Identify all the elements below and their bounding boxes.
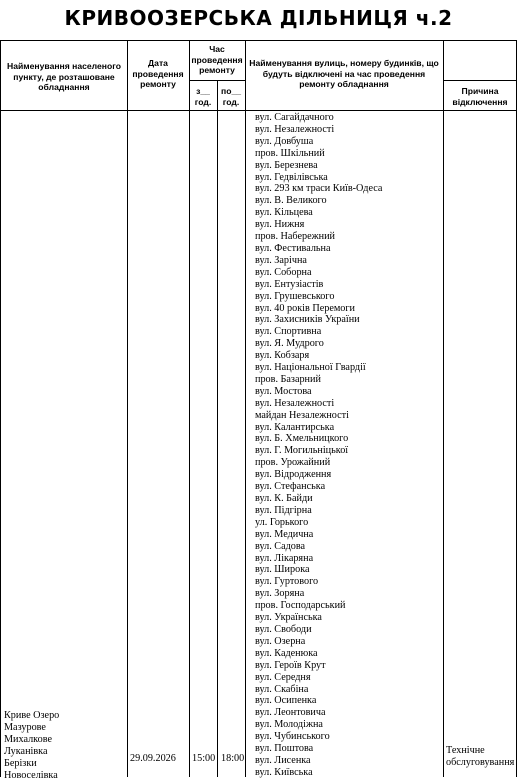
street-item: вул. Незалежності (255, 397, 335, 409)
street-item: ул. Горького (255, 516, 309, 528)
time-to: 18:00 (221, 753, 245, 764)
street-item: майдан Незалежності (255, 409, 349, 421)
street-item: вул. Відродження (255, 469, 332, 481)
street-item: вул. Садова (255, 540, 306, 552)
repair-date: 29.09.2026 (130, 753, 176, 764)
header-time: Час проведення ремонту (191, 44, 243, 75)
street-item: вул. Національної Гвардії (255, 362, 366, 374)
street-item: вул. Широка (255, 564, 310, 576)
street-item: вул. В. Великого (255, 195, 327, 207)
settlement-item: Мазурове (4, 722, 46, 733)
street-item: вул. Ентузіастів (255, 278, 324, 290)
street-item: вул. Зарічна (255, 254, 307, 266)
settlement-item: Луканівка (4, 746, 48, 757)
street-item: вул. Поштова (255, 743, 314, 755)
street-item: вул. Середня (255, 671, 311, 683)
street-item: вул. Осипенка (255, 695, 317, 707)
street-item: вул. Гуртового (255, 576, 319, 588)
street-item: пров. Шкільний (255, 147, 325, 159)
street-item: вул. 40 років Перемоги (255, 302, 356, 314)
street-item: вул. Кільцева (255, 207, 313, 219)
street-item: пров. Базарний (255, 373, 321, 385)
street-item: вул. Медична (255, 528, 314, 540)
street-item: пров. Урожайний (255, 457, 331, 469)
header-from: з__ год. (194, 86, 212, 107)
street-item: вул. К. Байди (255, 493, 313, 504)
street-item: вул. Молодіжна (255, 719, 323, 731)
streets-list (255, 112, 443, 779)
header-settlement: Найменування населеного пункту, де розташоване обладнання (7, 61, 121, 92)
street-item: вул. Стефанська (255, 481, 326, 493)
street-item: вул. Героїв Крут (255, 659, 326, 671)
street-item: вул. Зоряна (255, 588, 305, 600)
street-item: вул. Озерна (255, 635, 306, 647)
street-item: вул. Українська (255, 612, 322, 624)
street-item: вул. Скабіна (255, 683, 309, 695)
street-item: вул. Я. Мудрого (255, 338, 324, 350)
page-title: КРИВООЗЕРСЬКА ДІЛЬНИЦЯ ч.2 (64, 6, 453, 30)
header-reason: Причина відключення (452, 86, 508, 107)
street-item: вул. Б. Хмельницкого (255, 433, 349, 445)
street-item: пров. Господарський (255, 600, 346, 612)
settlements-list (4, 710, 124, 782)
street-item: вул. Лисенка (255, 754, 311, 766)
street-item: вул. Г. Могильніцької (255, 445, 349, 457)
street-item: вул. Захисників України (255, 314, 360, 326)
street-item: вул. Грушевського (255, 290, 335, 302)
street-item: вул. Фестивальна (255, 242, 331, 254)
header-streets: Найменування вулиць, номеру будинків, що будуть відключені на час проведення ремонту обладнання (249, 58, 439, 89)
street-item: вул. Підгірна (255, 504, 312, 516)
settlement-item: Криве Озеро (4, 710, 60, 721)
street-item: вул. Мостова (255, 385, 312, 397)
time-from: 15:00 (192, 753, 216, 764)
street-item: вул. 293 км траси Київ-Одеса (255, 183, 383, 195)
settlement-item: Берізки (4, 758, 37, 769)
header-date: Дата проведення ремонту (132, 58, 184, 89)
street-item: вул. Лікаряна (255, 552, 314, 564)
street-item: вул. Калантирська (255, 421, 335, 433)
street-item: пров. Набережний (255, 231, 336, 243)
header-to: по__ год. (221, 86, 241, 107)
street-item: вул. Леонтовича (255, 707, 326, 719)
street-item: вул. Кобзаря (255, 350, 310, 362)
street-item: вул. Гедвілівська (255, 171, 328, 183)
street-item: вул. Свободи (255, 623, 312, 635)
settlement-item: Михалкове (4, 734, 52, 745)
street-item: вул. Каденюка (255, 647, 318, 659)
street-item: вул. Чубинського (255, 731, 330, 743)
street-item: вул. Сагайдачного (255, 112, 334, 123)
street-item: вул. Березнева (255, 159, 318, 171)
street-item: вул. Київська (255, 766, 313, 778)
shutdown-reason: Технічне обслуговування (446, 745, 515, 768)
street-item: вул. Довбуша (255, 135, 314, 147)
settlement-item: Новоселівка (4, 770, 58, 781)
street-item: вул. Спортивна (255, 326, 322, 338)
street-item: вул. Соборна (255, 266, 312, 278)
street-item: вул. Нижня (255, 219, 305, 231)
street-item: вул. Незалежності (255, 123, 335, 135)
